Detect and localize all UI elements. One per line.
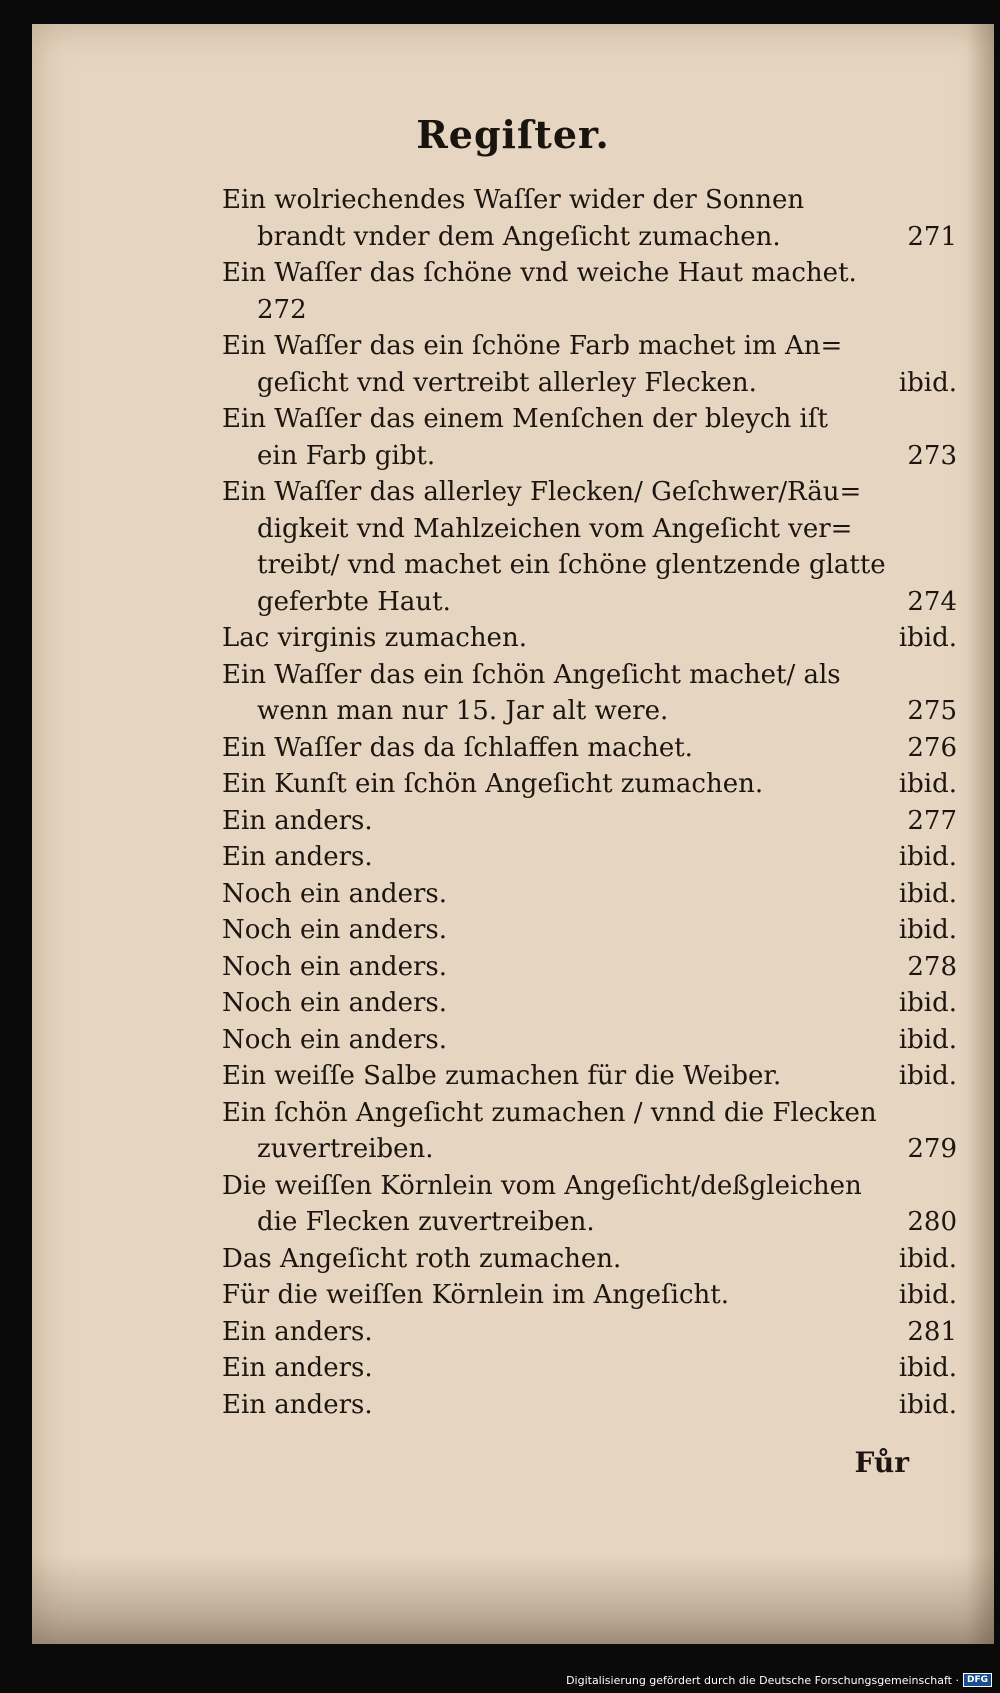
entry-page-number: ibid.: [898, 988, 957, 1018]
entry-line: [222, 182, 957, 219]
entry-line: [222, 401, 957, 438]
entry-text: Ein Waſſer das ein ſchöne Farb machet im An=: [222, 331, 843, 361]
entry-text: zuvertreiben.: [257, 1134, 434, 1164]
entry-page-number: ibid.: [898, 915, 957, 945]
entry-page-number: 274: [907, 586, 957, 617]
register-entry: [222, 839, 957, 876]
entry-text: Ein Waſſer das ein ſchön Angeſicht machet/ als: [222, 659, 841, 690]
entry-line: [222, 620, 957, 657]
register-entry: [222, 803, 957, 840]
entry-line: [222, 657, 957, 694]
register-entry: [222, 766, 957, 803]
entry-line: [222, 219, 957, 256]
entry-text: Ein anders.: [222, 1353, 373, 1383]
entry-line: [222, 1204, 957, 1241]
register-entry: [222, 657, 957, 730]
entry-page-number: ibid.: [898, 623, 957, 653]
dfg-logo: DFG: [963, 1673, 992, 1687]
entry-page-number: 281: [907, 1316, 957, 1347]
entry-page-number: ibid.: [898, 1243, 957, 1274]
register-entry: [222, 1168, 957, 1241]
entry-text: Noch ein anders.: [222, 988, 447, 1018]
entry-page-number: ibid.: [898, 367, 957, 398]
entry-line: [222, 1350, 957, 1387]
entry-page-number: ibid.: [898, 842, 957, 872]
entry-page-number: ibid.: [898, 1353, 957, 1383]
entry-line: [222, 292, 957, 329]
entry-text: Noch ein anders.: [222, 951, 447, 982]
register-entry: [222, 255, 957, 328]
entry-line: [222, 1168, 957, 1205]
page-title: Regiſter.: [416, 112, 610, 157]
book-page: [32, 24, 994, 1644]
entry-page-number: 273: [907, 440, 957, 471]
entry-line: [222, 1131, 957, 1168]
entry-text: Noch ein anders.: [222, 878, 447, 909]
entry-text: ein Farb gibt.: [257, 440, 436, 471]
entry-text: Die weiſſen Körnlein vom Angeſicht/deßgleichen: [222, 1170, 862, 1201]
entry-line: [222, 766, 957, 803]
register-entry: [222, 985, 957, 1022]
entry-page-number: 277: [907, 805, 957, 836]
entry-text: 272: [257, 294, 307, 325]
register-entry: [222, 1022, 957, 1059]
entry-page-number: ibid.: [898, 769, 957, 799]
entry-text: Noch ein anders.: [222, 1024, 447, 1055]
entry-text: digkeit vnd Mahlzeichen vom Angeſicht ver=: [257, 513, 853, 544]
entry-line: [222, 584, 957, 621]
register-entry: [222, 1350, 957, 1387]
register-entries: [222, 182, 957, 1423]
entry-line: [222, 547, 957, 584]
entry-line: [222, 693, 957, 730]
entry-line: [222, 876, 957, 913]
entry-text: brandt vnder dem Angeſicht zumachen.: [257, 221, 781, 252]
entry-page-number: ibid.: [898, 1280, 957, 1310]
entry-text: Ein wolriechendes Waſſer wider der Sonnen: [222, 185, 805, 215]
footer-text: Digitalisierung gefördert durch die Deutsche Forschungsgemeinschaft ·: [566, 1673, 959, 1687]
entry-line: [222, 839, 957, 876]
register-entry: [222, 876, 957, 913]
register-entry: [222, 912, 957, 949]
entry-text: Lac virginis zumachen.: [222, 623, 527, 653]
entry-line: [222, 1277, 957, 1314]
register-entry: [222, 328, 957, 401]
entry-line: [222, 985, 957, 1022]
entry-line: [222, 1314, 957, 1351]
entry-text: Ein Waſſer das allerley Flecken/ Geſchwer/Räu=: [222, 477, 862, 507]
entry-page-number: 271: [907, 221, 957, 252]
entry-line: [222, 511, 957, 548]
entry-line: [222, 1058, 957, 1095]
footer-credit: [566, 1673, 992, 1687]
entry-line: [222, 949, 957, 986]
entry-text: Ein Kunſt ein ſchön Angeſicht zumachen.: [222, 769, 764, 799]
register-entry: [222, 620, 957, 657]
entry-line: [222, 438, 957, 475]
entry-text: Ein ſchön Angeſicht zumachen / vnnd die Flecken: [222, 1097, 877, 1128]
register-entry: [222, 1241, 957, 1278]
entry-text: geſicht vnd vertreibt allerley Flecken.: [257, 367, 757, 398]
entry-line: [222, 730, 957, 767]
entry-line: [222, 1022, 957, 1059]
entry-text: geferbte Haut.: [257, 586, 451, 617]
register-entry: [222, 1277, 957, 1314]
register-entry: [222, 1095, 957, 1168]
entry-text: Ein anders.: [222, 1389, 373, 1420]
entry-page-number: ibid.: [898, 878, 957, 909]
entry-text: treibt/ vnd machet ein ſchöne glentzende glatte: [257, 550, 886, 580]
entry-text: Ein Waſſer das einem Menſchen der bleych iſt: [222, 404, 828, 434]
entry-text: Ein anders.: [222, 1316, 373, 1347]
catchword: Fůr: [854, 1446, 909, 1479]
entry-page-number: 279: [907, 1134, 957, 1164]
entry-line: [222, 1095, 957, 1132]
entry-line: [222, 1387, 957, 1424]
register-entry: [222, 182, 957, 255]
entry-line: [222, 365, 957, 402]
register-entry: [222, 949, 957, 986]
entry-text: Ein anders.: [222, 805, 373, 836]
register-entry: [222, 1387, 957, 1424]
entry-page-number: 276: [907, 732, 957, 763]
register-entry: [222, 401, 957, 474]
register-entry: [222, 730, 957, 767]
register-entry: [222, 474, 957, 620]
register-entry: [222, 1058, 957, 1095]
entry-page-number: 278: [907, 951, 957, 982]
entry-page-number: 280: [907, 1207, 957, 1237]
entry-text: Ein Waſſer das ſchöne vnd weiche Haut machet.: [222, 258, 857, 288]
entry-text: wenn man nur 15. Jar alt were.: [257, 696, 669, 726]
entry-line: [222, 803, 957, 840]
register-entry: [222, 1314, 957, 1351]
entry-text: Ein Waſſer das da ſchlaffen machet.: [222, 732, 693, 763]
entry-page-number: ibid.: [898, 1389, 957, 1420]
entry-line: [222, 1241, 957, 1278]
entry-page-number: 275: [907, 696, 957, 726]
entry-text: Ein anders.: [222, 842, 373, 872]
entry-page-number: ibid.: [898, 1061, 957, 1091]
entry-text: die Flecken zuvertreiben.: [257, 1207, 595, 1237]
entry-line: [222, 912, 957, 949]
entry-line: [222, 474, 957, 511]
entry-line: [222, 255, 957, 292]
entry-text: Für die weiſſen Körnlein im Angeſicht.: [222, 1280, 730, 1310]
entry-page-number: ibid.: [898, 1024, 957, 1055]
entry-text: Noch ein anders.: [222, 915, 447, 945]
entry-line: [222, 328, 957, 365]
entry-text: Ein weiſſe Salbe zumachen für die Weiber.: [222, 1061, 782, 1091]
entry-text: Das Angeſicht roth zumachen.: [222, 1243, 622, 1274]
